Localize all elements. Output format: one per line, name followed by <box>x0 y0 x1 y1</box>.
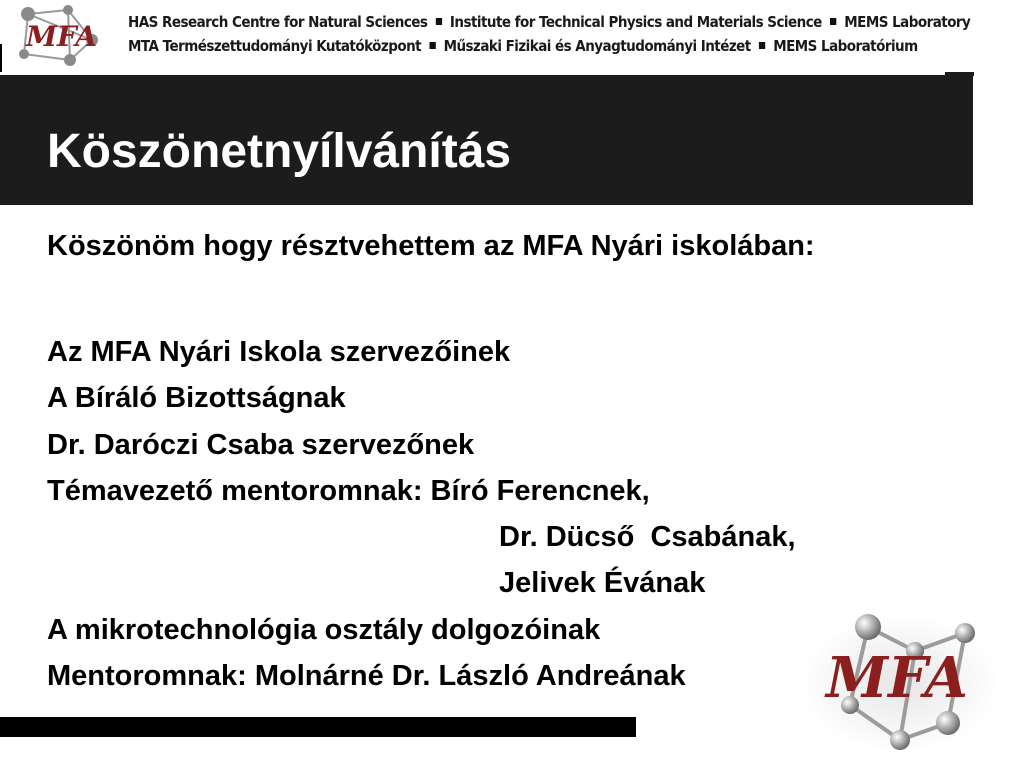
header-divider <box>0 44 2 72</box>
acknowledgement-line: Dr. Dücső Csabának, <box>499 521 796 554</box>
acknowledgement-line: A mikrotechnológia osztály dolgozóinak <box>47 613 601 646</box>
logo-large-text: MFA <box>826 645 968 711</box>
institution-line-en: HAS Research Centre for Natural Sciences Institute for Technical Physics and Materials Science MEMS Laboratory <box>128 13 971 31</box>
mfa-logo-small <box>10 2 110 68</box>
institution-line-hu: MTA Természettudományi Kutatóközpont Műszaki Fizikai és Anyagtudományi Intézet MEMS Laboratórium <box>128 37 918 55</box>
acknowledgement-line: Az MFA Nyári Iskola szervezőinek <box>47 336 511 368</box>
acknowledgement-line: Mentoromnak: Molnárné Dr. László Andreának <box>47 660 686 693</box>
intro-text: Köszönöm hogy résztvehettem az MFA Nyári iskolában: <box>47 230 815 262</box>
header-banner <box>0 0 1024 75</box>
logo-small-text: MFA <box>26 20 97 53</box>
acknowledgement-line: Dr. Daróczi Csaba szervezőnek <box>47 428 475 461</box>
bullet-square <box>429 42 435 49</box>
bullet-square <box>436 18 442 25</box>
bullet-square <box>830 18 836 25</box>
bullet-square <box>759 42 765 49</box>
bottom-bar <box>0 717 636 737</box>
slide-title: Köszönetnyílvánítás <box>47 125 512 178</box>
acknowledgement-list <box>47 329 796 699</box>
acknowledgement-line: A Bíráló Bizottságnak <box>47 382 346 415</box>
institution-names <box>128 10 971 58</box>
mfa-logo-large <box>790 605 1005 755</box>
acknowledgement-line: Jelivek Évának <box>499 567 706 600</box>
acknowledgement-line: Témavezető mentoromnak: Bíró Ferencnek, <box>47 474 650 507</box>
